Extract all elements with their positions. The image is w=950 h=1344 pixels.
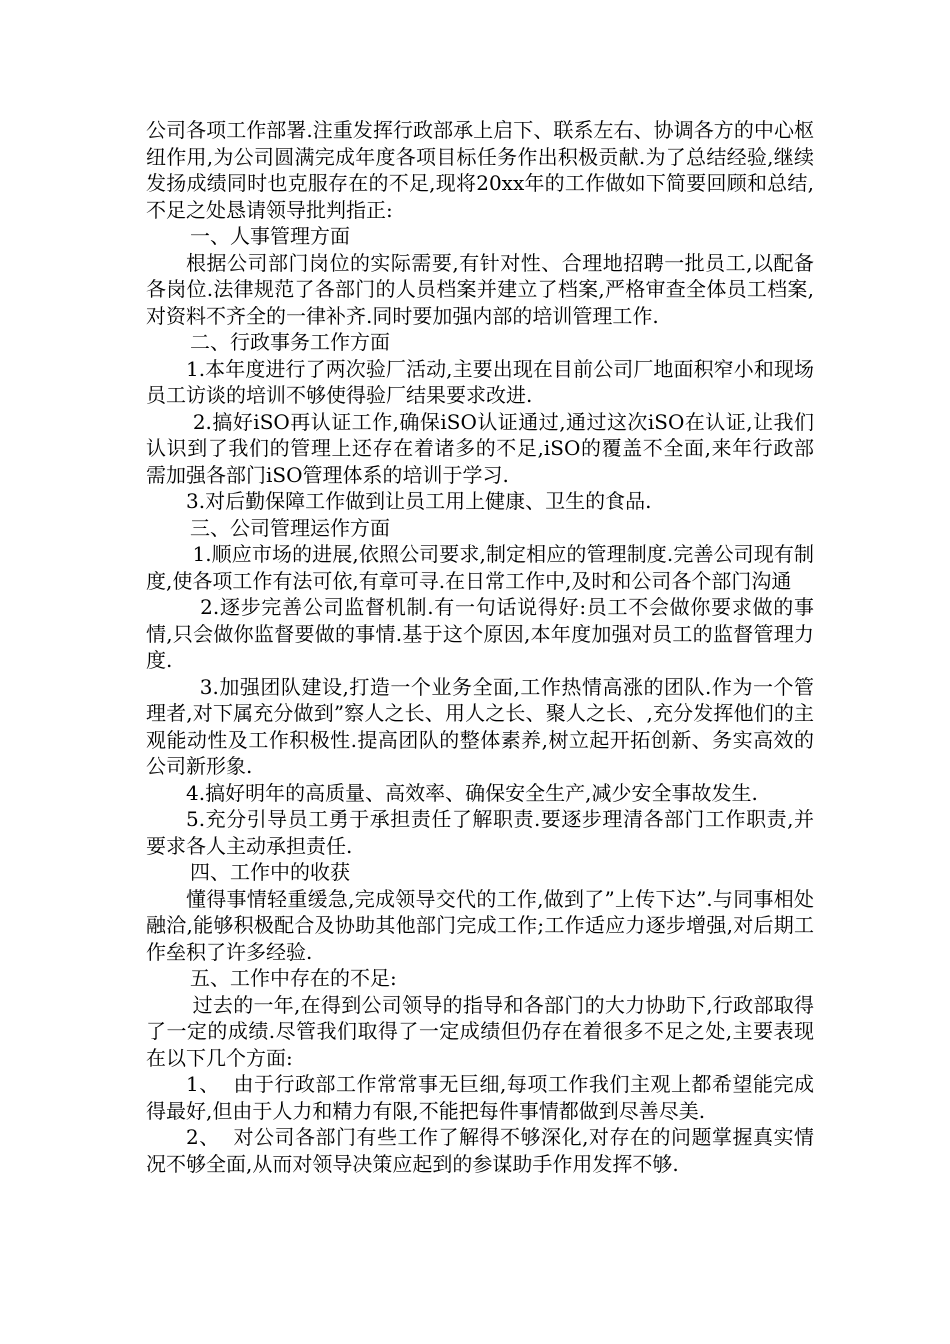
shortcoming-item-1: 1、 由于行政部工作常常事无巨细,每项工作我们主观上都希望能完成得最好,但由于人力和精力有限,不能把每件事情都做到尽善尽美. xyxy=(146,1072,814,1123)
hr-paragraph: 根据公司部门岗位的实际需要,有针对性、合理地招聘一批员工,以配备各岗位.法律规范了各部门的人员档案并建立了档案,严格审查全体员工档案,对资料不齐全的一律补齐.同时要加强内部的培训管理工作. xyxy=(146,250,814,328)
shortcomings-paragraph: 过去的一年,在得到公司领导的指导和各部门的大力协助下,行政部取得了一定的成绩.尽管我们取得了一定成绩但仍存在着很多不足之处,主要表现在以下几个方面: xyxy=(146,992,814,1070)
management-item-2: 2.逐步完善公司监督机制.有一句话说得好:员工不会做你要求做的事情,只会做你监督要做的事情.基于这个原因,本年度加强对员工的监督管理力度. xyxy=(146,595,814,672)
admin-item-2: 2.搞好iSO再认证工作,确保iSO认证通过,通过这次iSO在认证,让我们认识到了我们的管理上还存在着诸多的不足,iSO的覆盖不全面,来年行政部需加强各部门iSO管理体系的培训于学习. xyxy=(146,409,814,487)
section-heading-management: 三、公司管理运作方面 xyxy=(190,515,390,540)
management-item-5: 5.充分引导员工勇于承担责任了解职责.要逐步理清各部门工作职责,并要求各人主动承担责任. xyxy=(146,807,814,858)
section-heading-gains: 四、工作中的收获 xyxy=(190,860,350,884)
management-item-4: 4.搞好明年的高质量、高效率、确保安全生产,减少安全事故发生. xyxy=(186,780,758,805)
section-heading-shortcomings: 五、工作中存在的不足: xyxy=(190,966,397,990)
shortcoming-item-2: 2、 对公司各部门有些工作了解得不够深化,对存在的问题掌握真实情况不够全面,从而对领导决策应起到的参谋助手作用发挥不够. xyxy=(146,1125,814,1176)
section-heading-hr: 一、人事管理方面 xyxy=(190,224,350,248)
gains-paragraph: 懂得事情轻重缓急,完成领导交代的工作,做到了”上传下达”.与同事相处融洽,能够积极配合及协助其他部门完成工作;工作适应力逐步增强,对后期工作垒积了许多经验. xyxy=(146,886,814,964)
admin-item-3: 3.对后勤保障工作做到让员工用上健康、卫生的食品. xyxy=(186,489,652,513)
intro-paragraph: 公司各项工作部署.注重发挥行政部承上启下、联系左右、协调各方的中心枢纽作用,为公司圆满完成年度各项目标任务作出积极贡献.为了总结经验,继续发扬成绩同时也克服存在的不足,现将20xx年的工作做如下简要回顾和总结,不足之处恳请领导批判指正: xyxy=(146,118,814,222)
document-body xyxy=(146,117,814,1177)
admin-item-1: 1.本年度进行了两次验厂活动,主要出现在目前公司厂地面积窄小和现场员工访谈的培训不够使得验厂结果要求改进. xyxy=(146,356,814,407)
section-heading-admin: 二、行政事务工作方面 xyxy=(190,330,390,354)
management-item-3: 3.加强团队建设,打造一个业务全面,工作热情高涨的团队.作为一个管理者,对下属充分做到”察人之长、用人之长、聚人之长、,充分发挥他们的主观能动性及工作积极性.提高团队的整体素养,树立起开拓创新、务实高效的公司新形象. xyxy=(146,674,815,778)
management-item-1: 1.顺应市场的进展,依照公司要求,制定相应的管理制度.完善公司现有制度,使各项工作有法可依,有章可寻.在日常工作中,及时和公司各个部门沟通 xyxy=(146,542,815,593)
